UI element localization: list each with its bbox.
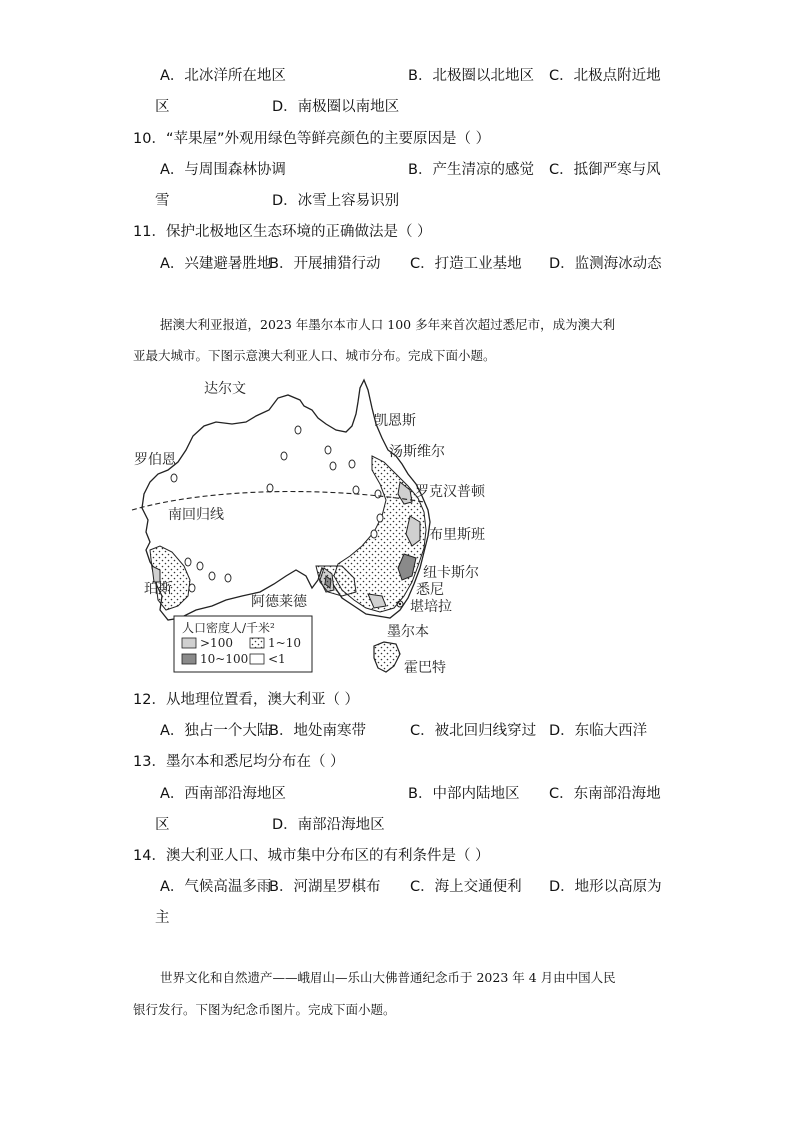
q13-option-c-cont: 区 — [155, 817, 170, 833]
label-cairns: 凯恩斯 — [374, 413, 416, 429]
q9-option-b: B．北极圈以北地区 — [408, 68, 534, 84]
tasmania-outline — [374, 642, 400, 672]
q13-option-d: D．南部沿海地区 — [272, 817, 385, 833]
passage1-line2: 亚最大城市。下图示意澳大利亚人口、城市分布。完成下面小题。 — [133, 348, 496, 363]
legend-title: 人口密度人/千米² — [182, 621, 275, 635]
q12-option-b: B．地处南寒带 — [269, 723, 366, 739]
label-canberra: 堪培拉 — [410, 599, 452, 615]
passage2-line1: 世界文化和自然遗产——峨眉山—乐山大佛普通纪念币于 2023 年 4 月由中国人民 — [160, 970, 616, 985]
passage1-line1: 据澳大利亚报道，2023 年墨尔本市人口 100 多年来首次超过悉尼市，成为澳大利 — [160, 317, 616, 332]
legend-gt100: >100 — [200, 636, 233, 650]
legend-10-100: 10~100 — [200, 652, 249, 666]
label-melbourne: 墨尔本 — [387, 624, 429, 640]
q11-option-c: C．打造工业基地 — [410, 256, 522, 272]
label-darwin: 达尔文 — [204, 381, 246, 397]
q10-option-d: D．冰雪上容易识别 — [272, 193, 400, 209]
q11-option-d: D．监测海冰动态 — [549, 256, 662, 272]
q12-option-a: A．独占一个大陆 — [160, 723, 272, 739]
q10-option-a: A．与周围森林协调 — [160, 162, 286, 178]
q11-option-a: A．兴建避暑胜地 — [160, 256, 272, 272]
label-brisbane: 布里斯班 — [429, 527, 485, 543]
q9-option-d: D．南极圈以南地区 — [272, 99, 400, 115]
q13-option-b: B．中部内陆地区 — [408, 786, 520, 802]
q12-stem: 12．从地理位置看，澳大利亚（ ） — [133, 692, 360, 708]
label-adelaide: 阿德莱德 — [251, 594, 307, 610]
q14-option-d: D．地形以高原为 — [549, 879, 662, 895]
label-newcastle: 纽卡斯尔 — [423, 565, 479, 581]
q10-option-c: C．抵御严寒与风 — [549, 162, 661, 178]
q13-option-a: A．西南部沿海地区 — [160, 786, 286, 802]
q14-option-d-cont: 主 — [155, 910, 170, 926]
q10-option-c-cont: 雪 — [155, 193, 170, 209]
label-tropic: 南回归线 — [168, 507, 224, 523]
q9-option-c-cont: 区 — [155, 99, 170, 115]
q10-option-b: B．产生清凉的感觉 — [408, 162, 534, 178]
q12-option-d: D．东临大西洋 — [549, 723, 648, 739]
q13-stem: 13．墨尔本和悉尼均分布在（ ） — [133, 754, 345, 770]
legend-lt1: <1 — [268, 652, 286, 666]
passage2-line2: 银行发行。下图为纪念币图片。完成下面小题。 — [133, 1002, 396, 1017]
q11-stem: 11．保护北极地区生态环境的正确做法是（ ） — [133, 224, 432, 240]
q11-option-b: B．开展捕猎行动 — [269, 256, 381, 272]
q14-option-c: C．海上交通便利 — [410, 879, 522, 895]
q9-option-c: C．北极点附近地 — [549, 68, 661, 84]
label-rockhampton: 罗克汉普顿 — [415, 484, 485, 500]
label-broome: 罗伯恩 — [134, 452, 176, 468]
map-legend — [174, 616, 312, 672]
q9-option-a: A．北冰洋所在地区 — [160, 68, 286, 84]
q13-option-c: C．东南部沿海地 — [549, 786, 661, 802]
q14-option-b: B．河湖星罗棋布 — [269, 879, 381, 895]
label-perth: 珀斯 — [144, 581, 172, 597]
q14-option-a: A．气候高温多雨 — [160, 879, 272, 895]
label-townsville: 汤斯维尔 — [389, 444, 445, 460]
legend-1-10: 1~10 — [268, 636, 301, 650]
q12-option-c: C．被北回归线穿过 — [410, 723, 537, 739]
label-hobart: 霍巴特 — [404, 660, 446, 676]
label-sydney: 悉尼 — [416, 582, 444, 598]
q14-stem: 14．澳大利亚人口、城市集中分布区的有利条件是（ ） — [133, 848, 490, 864]
q10-stem: 10．“苹果屋”外观用绿色等鲜亮颜色的主要原因是（ ） — [133, 131, 491, 147]
